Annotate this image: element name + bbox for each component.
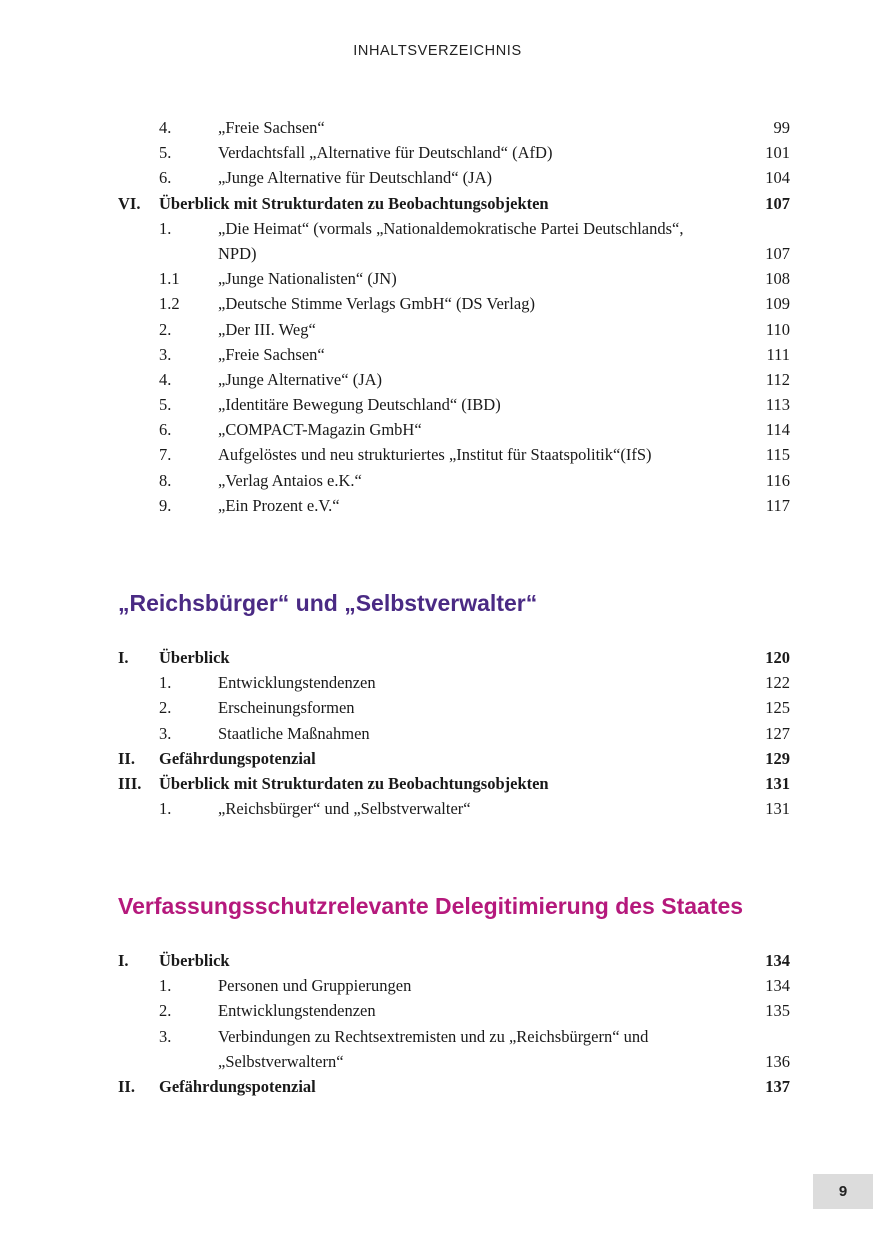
entry-page: 129 (765, 748, 790, 768)
toc-entry[interactable] (0, 468, 875, 493)
entry-roman-number: II. (118, 1076, 135, 1096)
entry-number: 2. (159, 1001, 172, 1021)
entry-number: 4. (159, 369, 172, 389)
entry-title: „Identitäre Bewegung Deutschland“ (IBD) (218, 395, 501, 415)
entry-page: 134 (765, 976, 790, 996)
entry-number: 6. (159, 168, 172, 188)
toc-entry[interactable] (0, 721, 875, 746)
entry-title: Verbindungen zu Rechtsextremisten und zu „Reichsbürgern“ und (218, 1026, 649, 1046)
entry-page: 107 (765, 243, 790, 263)
entry-title: Überblick (159, 951, 230, 970)
entry-page: 136 (765, 1051, 790, 1071)
entry-title: „Deutsche Stimme Verlags GmbH“ (DS Verlag) (218, 294, 535, 314)
entry-number: 3. (159, 1026, 172, 1046)
entry-page: 101 (765, 143, 790, 163)
entry-page: 116 (765, 470, 790, 490)
entry-title: Staatliche Maßnahmen (218, 723, 370, 743)
entry-number: 1.1 (159, 269, 180, 289)
entry-page: 127 (765, 723, 790, 743)
toc-entry[interactable] (0, 140, 875, 165)
entry-number: 1.2 (159, 294, 180, 314)
entry-title: „Junge Nationalisten“ (JN) (218, 269, 397, 289)
entry-roman-number: III. (118, 773, 142, 793)
entry-title: „Ein Prozent e.V.“ (218, 495, 340, 515)
toc-entry[interactable] (0, 317, 875, 342)
entry-title: Überblick (159, 648, 230, 667)
entry-title: Überblick mit Strukturdaten zu Beobachtungsobjekten (159, 193, 549, 213)
toc-entry[interactable] (0, 165, 875, 190)
entry-page: 110 (765, 319, 790, 339)
toc-block-continued (0, 115, 875, 518)
toc-entry[interactable] (0, 417, 875, 442)
entry-title: „Reichsbürger“ und „Selbstverwalter“ (218, 799, 471, 819)
page-number: 9 (813, 1174, 873, 1209)
toc-chapter-entry[interactable] (0, 948, 875, 973)
toc-entry[interactable] (0, 392, 875, 417)
entry-title: „Freie Sachsen“ (218, 118, 325, 137)
toc-entry-continuation[interactable] (0, 1049, 875, 1074)
entry-number: 5. (159, 395, 172, 415)
entry-number: 3. (159, 723, 172, 743)
running-head: INHALTSVERZEICHNIS (353, 43, 522, 59)
entry-title: „Verlag Antaios e.K.“ (218, 470, 362, 490)
toc-entry[interactable] (0, 998, 875, 1023)
entry-page: 131 (765, 773, 790, 793)
toc-entry[interactable] (0, 493, 875, 518)
entry-page: 107 (765, 193, 790, 213)
entry-number: 1. (159, 673, 172, 693)
entry-roman-number: I. (118, 648, 129, 667)
entry-title: Gefährdungspotenzial (159, 748, 316, 768)
entry-title: NPD) (218, 243, 257, 263)
entry-page: 117 (765, 495, 790, 515)
entry-page: 137 (765, 1076, 790, 1096)
section-heading-delegitimierung: Verfassungsschutzrelevante Delegitimierung des Staates (118, 893, 744, 919)
entry-number: 7. (159, 445, 172, 465)
entry-title: „Die Heimat“ (vormals „Nationaldemokratische Partei Deutschlands“, (218, 218, 684, 238)
entry-page: 111 (766, 344, 790, 364)
entry-number: 4. (159, 118, 172, 137)
entry-number: 5. (159, 143, 172, 163)
toc-block-delegitimierung (0, 948, 875, 1099)
entry-page: 125 (765, 698, 790, 718)
entry-number: 1. (159, 799, 172, 819)
toc-chapter-entry[interactable] (0, 645, 875, 670)
entry-page: 104 (765, 168, 790, 188)
entry-title: Entwicklungstendenzen (218, 1001, 376, 1021)
entry-page: 122 (765, 673, 790, 693)
toc-entry[interactable] (0, 442, 875, 467)
entry-roman-number: I. (118, 951, 129, 970)
entry-page: 115 (765, 445, 790, 465)
toc-entry[interactable] (0, 973, 875, 998)
entry-number: 2. (159, 319, 172, 339)
entry-title: „Der III. Weg“ (218, 319, 316, 339)
entry-number: 1. (159, 976, 172, 996)
toc-chapter-entry[interactable] (0, 191, 875, 216)
entry-number: 8. (159, 470, 172, 490)
entry-title: Erscheinungsformen (218, 698, 355, 718)
entry-page: 109 (765, 294, 790, 314)
entry-page: 131 (765, 799, 790, 819)
entry-page: 113 (765, 395, 790, 415)
entry-title: Entwicklungstendenzen (218, 673, 376, 693)
entry-page: 120 (765, 648, 790, 667)
toc-entry[interactable] (0, 216, 875, 241)
toc-entry[interactable] (0, 342, 875, 367)
entry-title: „Freie Sachsen“ (218, 344, 325, 364)
entry-roman-number: VI. (118, 193, 141, 213)
toc-block-reichsbuerger (0, 645, 875, 821)
entry-title: „Junge Alternative“ (JA) (218, 369, 383, 389)
toc-entry[interactable] (0, 695, 875, 720)
entry-number: 2. (159, 698, 172, 718)
toc-chapter-entry[interactable] (0, 1074, 875, 1099)
toc-entry[interactable] (0, 291, 875, 316)
entry-page: 99 (773, 118, 790, 137)
entry-page: 135 (765, 1001, 790, 1021)
toc-entry-continuation[interactable] (0, 241, 875, 266)
toc-entry[interactable] (0, 670, 875, 695)
entry-page: 134 (765, 951, 790, 970)
entry-number: 3. (159, 344, 172, 364)
entry-title: „Selbstverwaltern“ (218, 1051, 344, 1071)
entry-number: 1. (159, 218, 172, 238)
entry-number: 6. (159, 420, 172, 440)
entry-title: Überblick mit Strukturdaten zu Beobachtungsobjekten (159, 773, 549, 793)
toc-entry[interactable] (0, 115, 875, 140)
entry-title: Gefährdungspotenzial (159, 1076, 316, 1096)
entry-number: 9. (159, 495, 172, 515)
toc-chapter-entry[interactable] (0, 771, 875, 796)
entry-page: 112 (765, 369, 790, 389)
entry-title: Personen und Gruppierungen (218, 976, 412, 996)
section-heading-reichsbuerger: „Reichsbürger“ und „Selbstverwalter“ (118, 590, 538, 616)
entry-title: „Junge Alternative für Deutschland“ (JA) (218, 168, 492, 188)
entry-page: 108 (765, 269, 790, 289)
toc-entry[interactable] (0, 266, 875, 291)
entry-title: „COMPACT-Magazin GmbH“ (218, 420, 422, 440)
toc-chapter-entry[interactable] (0, 746, 875, 771)
entry-title: Verdachtsfall „Alternative für Deutschland“ (AfD) (218, 143, 553, 163)
toc-entry[interactable] (0, 367, 875, 392)
entry-page: 114 (765, 420, 790, 440)
toc-entry[interactable] (0, 1024, 875, 1049)
entry-roman-number: II. (118, 748, 135, 768)
toc-entry[interactable] (0, 796, 875, 821)
entry-title: Aufgelöstes und neu strukturiertes „Institut für Staatspolitik“(IfS) (218, 445, 652, 465)
